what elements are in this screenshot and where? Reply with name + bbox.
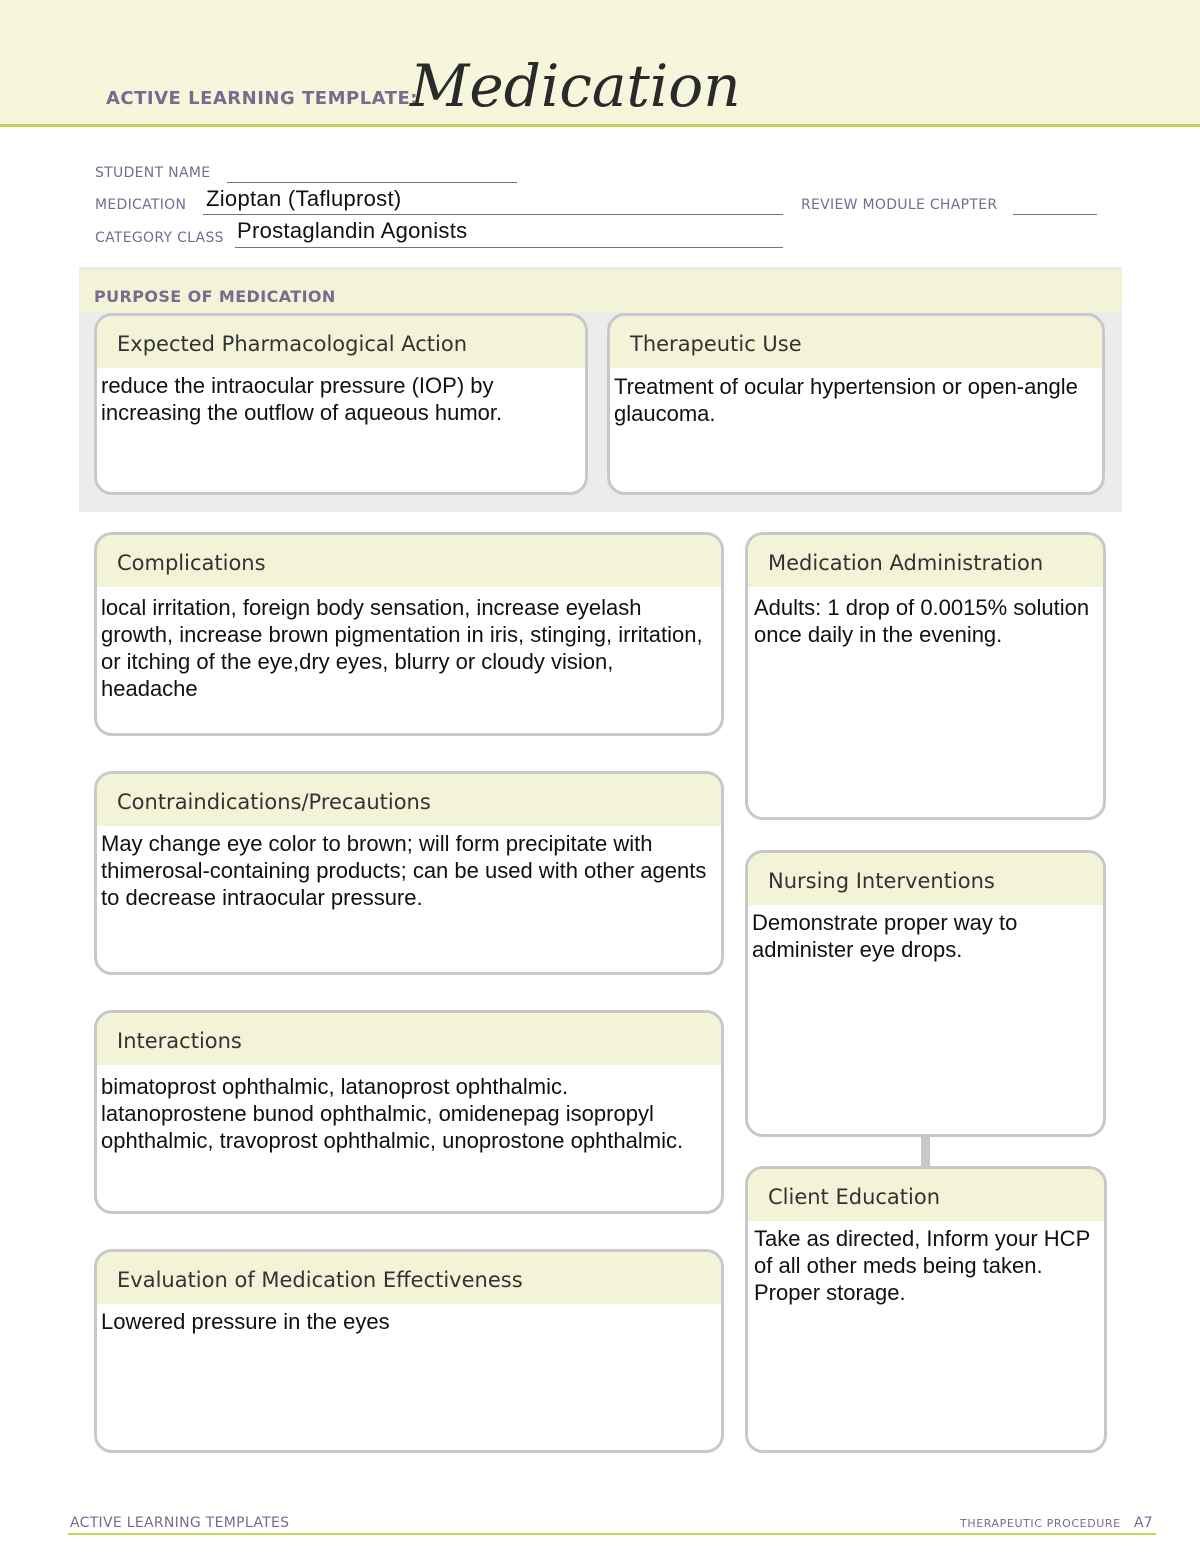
category-class-field[interactable] xyxy=(95,218,787,252)
review-module-label: REVIEW MODULE CHAPTER xyxy=(801,197,998,213)
student-name-line xyxy=(227,182,517,183)
medication-value: Zioptan (Tafluprost) xyxy=(206,186,402,211)
page-title: Medication xyxy=(410,52,741,120)
medication-administration-heading: Medication Administration xyxy=(748,535,1103,587)
footer-left-label: ACTIVE LEARNING TEMPLATES xyxy=(70,1515,290,1531)
header-rule xyxy=(0,124,1200,127)
nursing-interventions-text: Demonstrate proper way to administer eye drops. xyxy=(752,910,1018,962)
student-name-label: STUDENT NAME xyxy=(95,165,211,181)
nursing-interventions-heading: Nursing Interventions xyxy=(748,853,1103,905)
footer-rule xyxy=(68,1533,1156,1535)
medication-line xyxy=(203,214,783,215)
medication-label: MEDICATION xyxy=(95,197,187,213)
contraindications-box[interactable] xyxy=(94,771,724,975)
student-name-field[interactable] xyxy=(95,165,525,187)
expected-action-text: reduce the intraocular pressure (IOP) by increasing the outflow of aqueous humor. xyxy=(101,373,503,425)
medication-administration-box[interactable] xyxy=(745,532,1106,820)
category-class-label: CATEGORY CLASS xyxy=(95,230,224,246)
review-module-field[interactable] xyxy=(801,197,1101,219)
client-education-heading: Client Education xyxy=(748,1169,1104,1221)
evaluation-text: Lowered pressure in the eyes xyxy=(101,1309,390,1334)
interactions-box[interactable] xyxy=(94,1010,724,1214)
client-education-text: Take as directed, Inform your HCP of all other meds being taken. Proper storage. xyxy=(754,1226,1090,1305)
interactions-heading: Interactions xyxy=(97,1013,721,1065)
expected-action-heading: Expected Pharmacological Action xyxy=(97,316,585,368)
contraindications-heading: Contraindications/Precautions xyxy=(97,774,721,826)
category-class-value: Prostaglandin Agonists xyxy=(237,218,468,243)
nursing-interventions-box[interactable] xyxy=(745,850,1106,1137)
expected-action-box[interactable] xyxy=(94,313,588,495)
category-class-line xyxy=(235,247,783,248)
medication-field[interactable] xyxy=(95,186,787,219)
therapeutic-use-heading: Therapeutic Use xyxy=(610,316,1102,368)
footer-page-number: A7 xyxy=(1134,1515,1153,1531)
therapeutic-use-text: Treatment of ocular hypertension or open-angle glaucoma. xyxy=(614,374,1078,426)
connector-line xyxy=(921,1135,930,1167)
complications-box[interactable] xyxy=(94,532,724,736)
therapeutic-use-box[interactable] xyxy=(607,313,1105,495)
footer-right-label: THERAPEUTIC PROCEDURE xyxy=(960,1517,1121,1530)
template-label: ACTIVE LEARNING TEMPLATE: xyxy=(106,88,418,109)
complications-text: local irritation, foreign body sensation, increase eyelash growth, increase brown pigmentation in iris, stinging, irritation, or itching of the eye,dry eyes, blurry or cloudy vision, headache xyxy=(101,595,703,701)
evaluation-box[interactable] xyxy=(94,1249,724,1453)
interactions-text: bimatoprost ophthalmic, latanoprost ophthalmic. latanoprostene bunod ophthalmic, omidenepag isopropyl ophthalmic, travoprost ophthalmic, unoprostone ophthalmic. xyxy=(101,1074,684,1153)
purpose-label: PURPOSE OF MEDICATION xyxy=(94,287,336,306)
medication-administration-text: Adults: 1 drop of 0.0015% solution once daily in the evening. xyxy=(754,595,1090,647)
client-education-box[interactable] xyxy=(745,1166,1107,1453)
contraindications-text: May change eye color to brown; will form precipitate with thimerosal-containing products; can be used with other agents to decrease intraocular pressure. xyxy=(101,831,707,910)
review-module-line xyxy=(1013,214,1097,215)
complications-heading: Complications xyxy=(97,535,721,587)
evaluation-heading: Evaluation of Medication Effectiveness xyxy=(97,1252,721,1304)
